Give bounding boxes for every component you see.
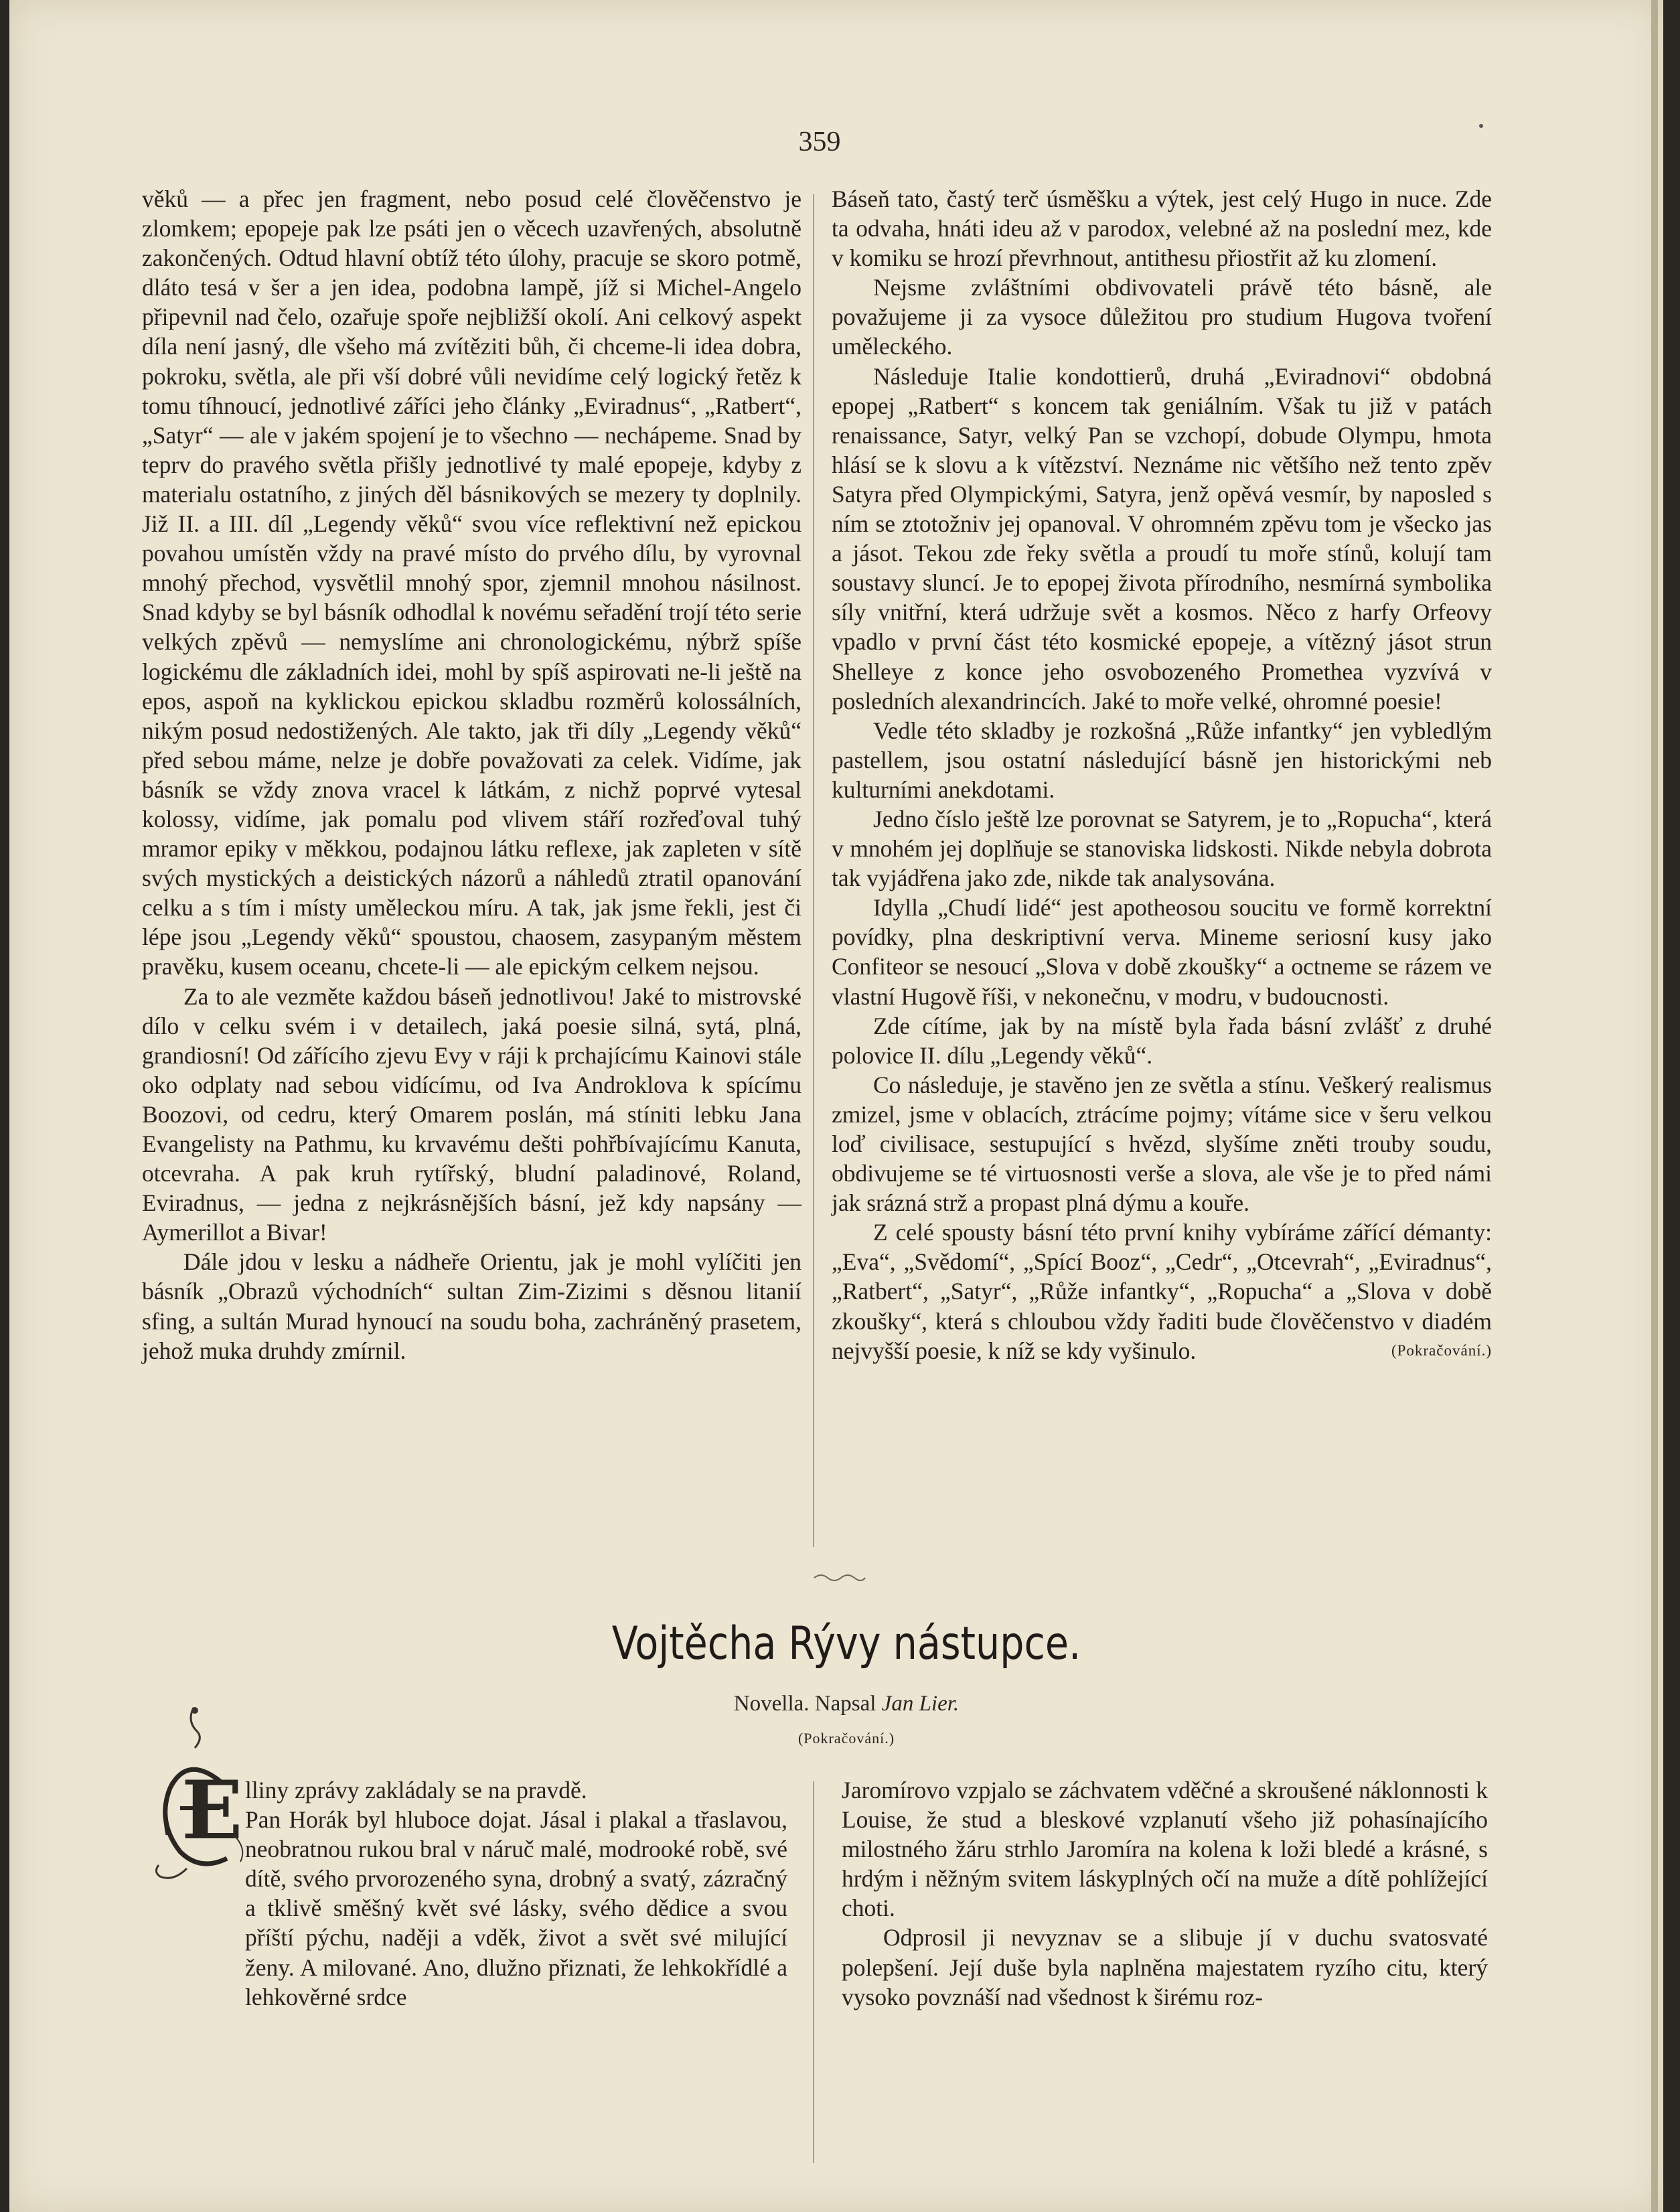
paragraph: Jedno číslo ještě lze porovnat se Satyrem, je to „Ropucha“, která v mnohém jej doplňuje se stanoviska lidskosti. Nikde nebyla dobrota tak vyjádřena jako zde, nikde tak analysována.	[832, 805, 1492, 892]
paragraph: Následuje Italie kondottierů, druhá „Eviradnovi“ obdobná epopej „Ratbert“ s koncem tak geniálním. Však tu již v patách renaissance, Satyr, velký Pan se vzchopí, dobude Olympu, hmota hlásí se k slovu a k vítězství. Neznáme nic většího než tento zpěv Satyra před Olympickými, Satyra, jenž opěvá vesmír, by naposled s ním se ztotožniv jej opanoval. V ohromném zpěvu tom je všecko jas a jásot. Tekou zde řeky světla a proudí tu moře stínů, kolují tam soustavy sluncí. Je to epopej života přírodního, nesmírná symbolika síly vnitřní, která udržuje svět a kosmos. Něco z harfy Orfeovy vpadlo v první část této kosmické epopeje, a vítězný jásot strun Shelleye z konce jeho osvobozeného Promethea vyzvívá v posledních alexandrincích. Jaké to moře velké, ohromné poesie!	[832, 362, 1492, 715]
section-divider-ornament	[813, 1571, 866, 1584]
paragraph: Vedle této skladby je rozkošná „Růže infantky“ jen vybledlým pastellem, jsou ostatní následující básně jen historickými neb kulturními anekdotami.	[832, 717, 1492, 803]
story-left-column	[151, 1775, 787, 2012]
right-text-column	[832, 184, 1492, 1366]
column-divider	[813, 194, 814, 1547]
paragraph: Idylla „Chudí lidé“ jest apotheosou soucitu ve formě korrektní povídky, plna deskriptivní verva. Mineme seriosní kusy jako Confiteor se nesoucí „Slova v době zkoušky“ a octneme se rázem ve vlastní Hugově říši, v nekonečnu, v modru, v budoucnosti.	[832, 894, 1492, 1010]
ink-speck	[1479, 124, 1483, 128]
paragraph	[832, 1218, 1492, 1365]
byline-prefix: Novella. Napsal	[733, 1692, 876, 1716]
page	[9, 0, 1663, 2212]
paragraph: Báseň tato, častý terč úsměšku a výtek, jest celý Hugo in nuce. Zde ta odvaha, hnáti ideu až v parodox, velebné až na poslední mez, kde v komiku se hrozí převrhnout, antithesu přiostřit až ku zlomení.	[832, 186, 1492, 272]
continued-note: (Pokračování.)	[1391, 1341, 1492, 1359]
story-right-column	[842, 1775, 1488, 2012]
paragraph: lliny zprávy zakládaly se na pravdě.	[245, 1777, 587, 1803]
page-number: 359	[798, 127, 841, 157]
byline	[612, 1692, 1081, 1716]
paragraph: Jaromírovo vzpjalo se záchvatem vděčné a skroušené náklonnosti k Louise, že stud a bleskové vzplanutí všeho již pohasínajícího milostného žáru strhlo Jaromíra na kolena k loži bledé a krásné, s hrdým i něžným svitem láskyplných očí na muže a dítě pohlížející choti.	[842, 1777, 1488, 1922]
paragraph-text: Z celé spousty básní této první knihy vybíráme zářící démanty: „Eva“, „Svědomí“, „Spící Booz“, „Cedr“, „Otcevrah“, „Eviradnus“, „Ratbert“, „Satyr“, „Růže infantky“, „Ropucha“ a „Slova v době zkoušky“, která s chloubou vždy řaditi bude člověčenstvo v diadém nejvyšší poesie, k níž se kdy vyšinulo.	[832, 1219, 1492, 1364]
continued-label: (Pokračování.)	[797, 1730, 895, 1747]
story-title: Vojtěcha Rývy nástupce.	[611, 1617, 1081, 1670]
author-name: Jan Lier.	[881, 1692, 960, 1716]
paragraph: Zde cítíme, jak by na místě byla řada básní zvlášť z druhé polovice II. dílu „Legendy věků“.	[832, 1012, 1492, 1069]
paragraph: věků — a přec jen fragment, nebo posud celé člověčenstvo je zlomkem; epopeje pak lze psáti jen o věcech uzavřených, absolutně zakončených. Odtud hlavní obtíž této úlohy, pracuje se skoro potmě, dláto tesá v šer a jen idea, podobna lampě, jíž si Michel-Angelo připevnil nad čelo, ozařuje spoře nejbližší okolí. Ani celkový aspekt díla není jasný, dle všeho má zvítěziti bůh, či chceme-li idea dobra, pokroku, světla, ale při vší dobré vůli nevidíme celý logický řetěz k tomu tíhnoucí, jednotlivé záříci jeho články „Eviradnus“, „Ratbert“, „Satyr“ — ale v jakém spojení je to všechno — nechápeme. Snad by teprv do pravého světla přišly jednotlivé ty malé epopeje, kdyby z materialu ostatního, z jiných děl básnikových se mezery ty doplnily. Již II. a III. díl „Legendy věků“ svou více reflektivní než epickou povahou umístěn vždy na pravé místo do prvého dílu, by vyrovnal mnohý přechod, vysvětlil mnohý spor, zjemnil mnohou násilnost. Snad kdyby se byl básník odhodlal k novému seřadění trojí této serie velkých zpěvů — nemyslíme ani chronologickému, nýbrž spíše logickému dle základních idei, mohl by spíš aspirovati ne-li ještě na epos, aspoň na kyklickou epickou skladbu rozměrů kolossálních, nikým posud nedostižených. Ale takto, jak tři díly „Legendy věků“ před sebou máme, nelze je dobře považovati za celek. Vidíme, jak básník se vždy znova vracel k látkám, z nichž poprvé vytesal kolossy, vidíme, jak pomalu pod vlivem stáří rozřeďoval tuhý mramor epiky v měkkou, podajnou látku reflexe, jak zapleten v sítě svých mystických a deistických názorů a náhledů ztratil opanování celku a s tím i místy uměleckou míru. A tak, jak jsme řekli, jest či lépe jsou „Legendy věků“ spoustou, chaosem, zasypaným městem pravěku, kusem oceanu, chcete-li — ale epickým celkem nejsou.	[142, 186, 801, 980]
drop-cap-letter: E	[181, 1763, 243, 1858]
left-text-column	[142, 184, 801, 1366]
paragraph: Dále jdou v lesku a nádheře Orientu, jak je mohl vylíčiti jen básník „Obrazů východních“ sultan Zim-Zizimi s děsnou litanií sfing, a sultán Murad hynoucí na soudu boha, zachráněný prasetem, jehož muka druhdy zmírnil.	[142, 1248, 801, 1364]
page-spine-edge	[1651, 0, 1658, 2212]
column-divider	[813, 1781, 814, 2163]
paragraph: Pan Horák byl hluboce dojat. Jásal i plakal a třaslavou, neobratnou rukou bral v náruč malé, modrooké robě, své dítě, svého prvorozeného syna, drobný a svatý, zázračný a tklivě směšný květ své lásky, svého dědice a svou příští pýchu, naději a vděk, život a svět své milující ženy. A milované. Ano, dlužno přiznati, že lehkokřídlé a lehkověrné srdce	[245, 1806, 787, 2010]
paragraph: Co následuje, je stavěno jen ze světla a stínu. Veškerý realismus zmizel, jsme v oblacích, ztrácíme pojmy; vítáme sice v šeru velkou loď civilisace, sestupující s hvězd, slyšíme zněti trouby soudu, obdivujeme se té virtuosnosti verše a slova, ale vše je to před námi jak srázná strž a propast plná dýmu a kouře.	[832, 1071, 1492, 1217]
paragraph: Odprosil ji nevyznav se a slibuje jí v duchu svatosvaté polepšení. Její duše byla naplněna majestatem ryzího citu, který vysoko povznáší nad všednost k širému roz-	[842, 1924, 1488, 2010]
paragraph: Za to ale vezměte každou báseň jednotlivou! Jaké to mistrovské dílo v celku svém i v detailech, jaká poesie silná, sytá, plná, grandiosní! Od zářícího zjevu Evy v ráji k prchajícímu Kainovi stále oko odplaty nad sebou vidícímu, od Iva Androklova k spícímu Boozovi, od cedru, který Omarem poslán, má stíniti lebku Jana Evangelisty na Pathmu, ku krvavému dešti pohřbívajícímu Kanuta, otcevraha. A pak kruh rytířský, bludní paladinové, Roland, Eviradnus, — jedna z nejkrásnějších básní, jež kdy napsány — Aymerillot a Bivar!	[142, 982, 801, 1246]
paragraph: Nejsme zvláštními obdivovateli právě této básně, ale považujeme ji za vysoce důležitou pro studium Hugova tvoření uměleckého.	[832, 274, 1492, 360]
